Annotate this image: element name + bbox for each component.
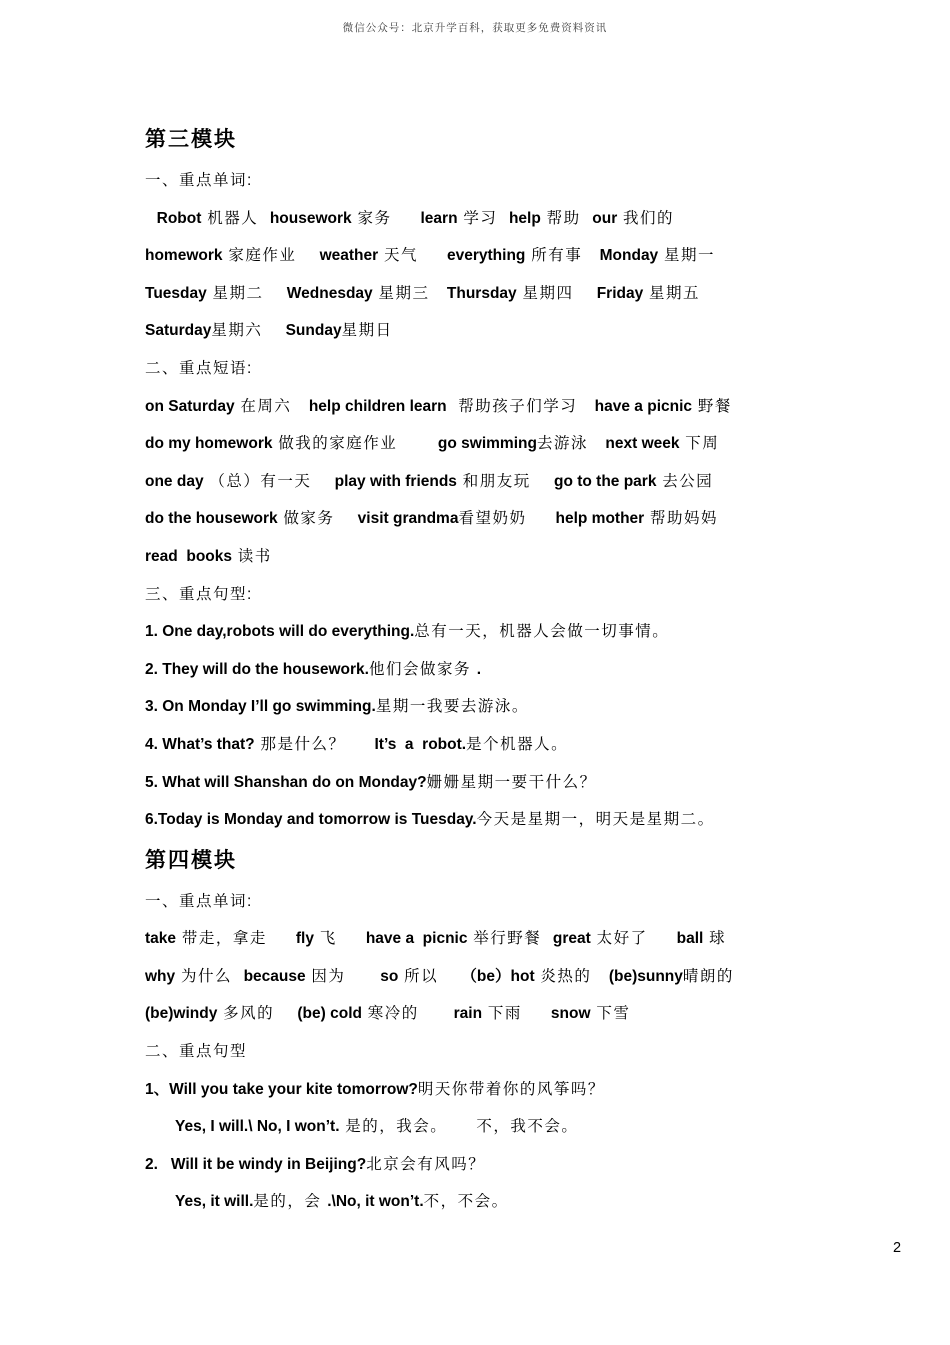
chinese-text: 飞 bbox=[313, 930, 366, 948]
chinese-text: 太好了 bbox=[590, 930, 677, 948]
chinese-text: 三、重点句型: bbox=[145, 585, 253, 603]
section-subheading bbox=[145, 883, 823, 921]
english-text: 4. What’s that? bbox=[145, 735, 255, 753]
english-text: 2. Will it be windy in Beijing? bbox=[145, 1155, 367, 1173]
text-line bbox=[145, 801, 823, 839]
english-text: play with friends bbox=[334, 472, 457, 490]
chinese-text: 二、重点句型 bbox=[145, 1043, 248, 1061]
chinese-text: 家庭作业 bbox=[222, 247, 320, 265]
text-line bbox=[145, 688, 823, 726]
english-text: It’s a robot. bbox=[374, 735, 467, 753]
english-text: (be)sunny bbox=[608, 967, 683, 985]
chinese-text: 下雨 bbox=[482, 1005, 551, 1023]
english-text: 1. One day,robots will do everything. bbox=[145, 623, 415, 641]
chinese-text: 看望奶奶 bbox=[458, 510, 556, 528]
chinese-text: 一、重点单词: bbox=[145, 172, 253, 189]
chinese-text: 是的，会 bbox=[253, 1193, 328, 1211]
text-line bbox=[145, 764, 823, 802]
chinese-text: 家务 bbox=[351, 209, 421, 227]
section-subheading bbox=[145, 162, 823, 200]
english-text: on Saturday bbox=[145, 397, 235, 415]
text-line bbox=[145, 651, 823, 689]
chinese-text: 二、重点短语: bbox=[145, 359, 253, 377]
chinese-text: 星期四 bbox=[516, 284, 597, 302]
chinese-text: 举行野餐 bbox=[467, 930, 553, 948]
english-text: help bbox=[508, 209, 541, 227]
chinese-text: 多风的 bbox=[217, 1005, 298, 1023]
chinese-text: 学习 bbox=[457, 209, 509, 227]
english-text: learn bbox=[420, 209, 458, 227]
chinese-text: 在周六 bbox=[234, 397, 309, 415]
english-text: take bbox=[145, 930, 177, 948]
chinese-text: 他们会做家务 bbox=[368, 660, 477, 678]
chinese-text: 不，不会。 bbox=[423, 1193, 509, 1211]
chinese-text: 去公园 bbox=[656, 472, 714, 490]
chinese-text: 星期六 bbox=[211, 322, 286, 340]
english-text: Yes, I will.\ No, I won’t. bbox=[175, 1118, 340, 1136]
text-line bbox=[145, 613, 823, 651]
chinese-text: 一、重点单词: bbox=[145, 892, 253, 910]
english-text: Robot bbox=[156, 209, 202, 227]
english-text: one day bbox=[145, 472, 204, 490]
chinese-text: 帮助 bbox=[540, 209, 593, 227]
english-text: read books bbox=[145, 547, 232, 565]
chinese-text: 星期日 bbox=[341, 322, 393, 340]
module-heading bbox=[145, 118, 823, 162]
chinese-text: 炎热的 bbox=[534, 967, 609, 985]
english-text: 第三模块 bbox=[145, 128, 237, 151]
chinese-text: 做家务 bbox=[277, 510, 358, 528]
english-text: go swimming bbox=[437, 435, 537, 453]
chinese-text: 野餐 bbox=[692, 397, 732, 415]
english-text: help children learn bbox=[308, 397, 447, 415]
english-text: fly bbox=[295, 930, 314, 948]
chinese-text: 为什么 bbox=[175, 967, 244, 985]
english-text: homework bbox=[145, 247, 223, 265]
text-line bbox=[145, 388, 823, 426]
chinese-text: 去游泳 bbox=[536, 435, 606, 453]
chinese-text: 做我的家庭作业 bbox=[272, 435, 438, 453]
document-body bbox=[145, 118, 823, 1221]
text-line bbox=[145, 425, 823, 463]
chinese-text: 下雪 bbox=[590, 1005, 631, 1023]
chinese-text: 姗姗星期一要干什么？ bbox=[426, 773, 597, 791]
chinese-text: 星期五 bbox=[643, 284, 701, 302]
english-text: have a picnic bbox=[594, 397, 693, 415]
chinese-text: 和朋友玩 bbox=[456, 472, 554, 490]
english-text: rain bbox=[453, 1005, 483, 1023]
chinese-text bbox=[145, 210, 157, 227]
text-line bbox=[145, 1146, 823, 1184]
english-text: snow bbox=[550, 1005, 591, 1023]
english-text: so bbox=[380, 967, 399, 985]
english-text: do my homework bbox=[145, 435, 273, 453]
english-text: our bbox=[592, 209, 618, 227]
english-text: . bbox=[476, 660, 482, 678]
english-text: next week bbox=[605, 435, 680, 453]
english-text: Monday bbox=[599, 247, 659, 265]
text-line bbox=[145, 500, 823, 538]
english-text: 5. What will Shanshan do on Monday? bbox=[145, 773, 427, 791]
english-text: Tuesday bbox=[145, 284, 207, 302]
english-text: why bbox=[145, 967, 176, 985]
chinese-text: 星期一我要去游泳。 bbox=[375, 698, 529, 716]
text-line bbox=[145, 200, 823, 238]
chinese-text: 星期二 bbox=[206, 284, 287, 302]
english-text: go to the park bbox=[553, 472, 657, 490]
english-text: ball bbox=[676, 930, 704, 948]
text-line bbox=[145, 995, 823, 1033]
english-text: .\No, it won’t. bbox=[327, 1193, 424, 1211]
english-text: （be）hot bbox=[461, 967, 535, 985]
english-text: Sunday bbox=[285, 322, 342, 340]
english-text: help mother bbox=[555, 510, 645, 528]
chinese-text: 今天是星期一，明天是星期二。 bbox=[476, 811, 715, 829]
section-subheading bbox=[145, 1033, 823, 1071]
chinese-text: 明天你带着你的风筝吗？ bbox=[417, 1080, 605, 1098]
english-text: Saturday bbox=[145, 322, 212, 340]
english-text: (be)windy bbox=[145, 1005, 218, 1023]
english-text: Yes, it will. bbox=[175, 1193, 254, 1211]
chinese-text: （总）有一天 bbox=[203, 472, 335, 490]
module-heading bbox=[145, 839, 823, 883]
chinese-text: 是的，我会。 不，我不会。 bbox=[339, 1118, 579, 1136]
wechat-notice: 微信公众号：北京升学百科，获取更多免费资料资讯 bbox=[342, 22, 608, 34]
english-text: have a picnic bbox=[365, 930, 468, 948]
english-text: 第四模块 bbox=[145, 848, 237, 872]
english-text: 6.Today is Monday and tomorrow is Tuesday. bbox=[145, 811, 477, 829]
chinese-text: 天气 bbox=[378, 247, 447, 265]
chinese-text: 星期一 bbox=[658, 247, 715, 265]
text-line bbox=[145, 463, 823, 501]
chinese-text: 带走，拿走 bbox=[176, 930, 296, 948]
chinese-text: 因为 bbox=[305, 967, 381, 985]
chinese-text: 机器人 bbox=[201, 209, 270, 227]
english-text: 2. They will do the housework. bbox=[145, 660, 369, 678]
english-text: do the housework bbox=[145, 510, 278, 528]
chinese-text: 那是什么？ bbox=[254, 735, 375, 753]
english-text: 1、Will you take your kite tomorrow? bbox=[145, 1080, 418, 1098]
chinese-text: 总有一天，机器人会做一切事情。 bbox=[414, 623, 670, 641]
english-text: (be) cold bbox=[297, 1005, 362, 1023]
text-line bbox=[145, 1108, 823, 1146]
english-text: Wednesday bbox=[286, 284, 373, 302]
text-line bbox=[145, 958, 823, 996]
chinese-text: 是个机器人。 bbox=[466, 735, 569, 753]
chinese-text: 所以 bbox=[398, 967, 462, 985]
chinese-text: 我们的 bbox=[617, 209, 675, 227]
section-subheading bbox=[145, 576, 823, 614]
text-line bbox=[145, 237, 823, 275]
english-text: everything bbox=[447, 247, 526, 265]
text-line bbox=[145, 312, 823, 350]
chinese-text: 寒冷的 bbox=[361, 1005, 454, 1023]
english-text: because bbox=[243, 967, 306, 985]
chinese-text: 晴朗的 bbox=[682, 967, 734, 985]
english-text: Thursday bbox=[446, 284, 517, 302]
english-text: Friday bbox=[596, 284, 644, 302]
chinese-text: 读书 bbox=[232, 547, 272, 565]
english-text: visit grandma bbox=[357, 510, 459, 528]
text-line bbox=[145, 920, 823, 958]
chinese-text: 帮助孩子们学习 bbox=[446, 397, 595, 415]
section-subheading bbox=[145, 350, 823, 388]
chinese-text: 所有事 bbox=[525, 247, 600, 265]
english-text: housework bbox=[269, 209, 352, 227]
text-line bbox=[145, 538, 823, 576]
english-text: great bbox=[552, 930, 591, 948]
chinese-text: 北京会有风吗？ bbox=[366, 1155, 486, 1173]
chinese-text: 帮助妈妈 bbox=[644, 510, 719, 528]
text-line bbox=[145, 726, 823, 764]
english-text: 3. On Monday I’ll go swimming. bbox=[145, 698, 376, 716]
english-text: weather bbox=[319, 247, 379, 265]
text-line bbox=[145, 1183, 823, 1221]
page-number: 2 bbox=[893, 1240, 902, 1256]
chinese-text: 球 bbox=[703, 930, 727, 948]
chinese-text: 下周 bbox=[679, 435, 720, 453]
text-line bbox=[145, 1071, 823, 1109]
chinese-text: 星期三 bbox=[372, 284, 447, 302]
text-line bbox=[145, 275, 823, 313]
